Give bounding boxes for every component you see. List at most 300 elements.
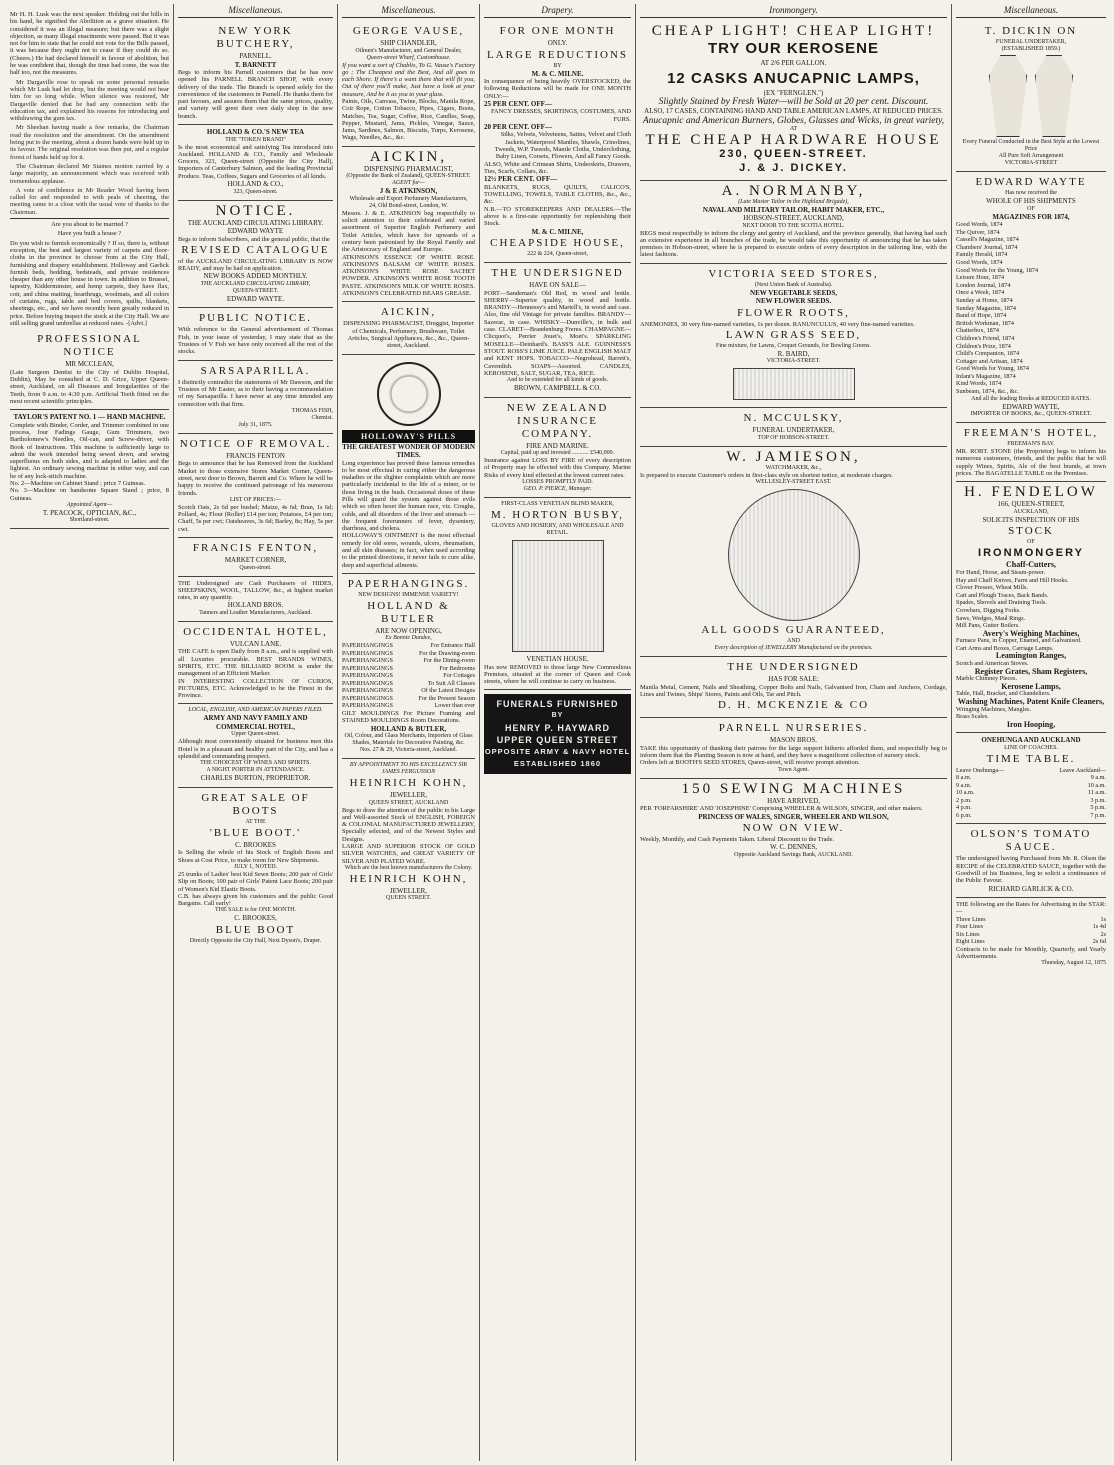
magazine-item: Good Words, 1874 [956,258,1003,266]
ironmongery-item: Table, Hall, Bracket, and Chandeliers. [956,690,1051,698]
ad-note: NEW BOOKS ADDED MONTHLY. [203,272,308,281]
ad-title: TAYLOR'S PATENT NO. 1 — HAND MACHINE. [13,413,166,422]
ironmongery-item: Clover Presses, Wheat Mills. [956,584,1028,592]
ad-title: NOTICE OF REMOVAL. [179,437,332,450]
funeral-line: UPPER QUEEN STREET [496,735,619,746]
ad-signature: D. H. MCKENZIE & CO [717,699,870,712]
paperhanging-row-cell: For Bedrooms [439,664,475,672]
ad-items: FANCY DRESSES, SKIRTINGS, COSTUMES, AND FURS. [490,108,631,123]
ad-text: IN INTERESTING COLLECTION OF CURIOS, PICTURES, ETC. Acknowledged to be the Finest in the Province. [178,677,333,700]
timetable-row-cell: 8 a.m. [956,774,972,782]
ad-address: Shortland-street. [69,517,110,524]
ad-agent-label: Appointed Agent— [66,501,113,508]
ad-title: H. FENDELOW [964,484,1098,501]
ad-address: QUEEN STREET, AUCKLAND [368,799,449,806]
ad-blue-boot [178,788,333,949]
ad-subtitle: THE AUCKLAND CIRCULATING LIBRARY. [187,218,324,227]
paperhanging-row-cell: For the Present Season [418,694,475,702]
rate-row [956,931,1106,939]
ad-date: July 31, 1875. [238,421,273,428]
ad-title: EDWARD WAYTE [975,176,1087,188]
ad-aickin-2 [342,302,475,354]
rate-row-cell: 1s 4d [1092,923,1106,931]
paperhanging-row [342,702,475,710]
ad-text: LARGE AND SUPERIOR STOCK OF GOLD SILVER WATCHES, and GREAT VARIETY OF SILVER AND PLATED WARE. [342,843,475,865]
magazine-item: Good Words, 1874 [956,221,1003,228]
column-header-2: Miscellaneous. [178,4,333,18]
ad-subtitle: Wholesale and Export Perfumery Manufacturers, [349,195,468,202]
ad-onehunga-coaches [956,733,1106,824]
ad-text: GILT MOULDINGS For Picture Framing and STAINED MOULDINGS Room Decorations. [342,709,475,725]
ironmongery-item: Hay and Chaff Knives, Farm and Hill Hooks. [956,576,1069,584]
ironmongery-item: Washing Machines, Patent Knife Cleaners, [957,697,1105,707]
ad-text: The undersigned having Purchased from Mr. R. Olson the RECIPE of the CELEBRATED SAUCE, together with the Goodwill of his Business, beg to solicit a continuance of the Public Favour. [956,855,1106,885]
column-2 [174,4,338,1461]
ad-shop: BLUE BOOT [215,923,296,936]
ad-text: of the AUCKLAND CIRCULATING LIBRARY IS NOW READY, and may be had on application. [178,257,333,273]
ad-text: All Pure Soft Arrangement [998,153,1064,159]
ad-paperhangings [342,574,475,759]
ad-subtitle: FREEMAN'S BAY. [1007,441,1055,448]
ad-title: FREEMAN'S HOTEL, [963,427,1099,440]
ad-text: BEGS most respectfully to inform the clergy and gentry of Auckland, and the province generally, that having had such an extensive experience in all branches of the trade, he would take this opportunity of announcing that he has taken premises in Hobson-street, where he is prepared to execute orders of every description in the tailoring line, with the latest fashions. [640,229,947,259]
timetable-row-cell: 10 a.m. [956,789,975,797]
ad-text: In consequence of being heavily OVERSTOCKED, the following Reductions will be made for ONE MONTH ONLY:— [484,78,631,100]
ironmongery-item: For Hand, Horse, and Steam-power. [956,568,1046,576]
ad-note: And to be extended for all kinds of goods. [506,377,609,384]
ad-banner: TRY OUR KEROSENE [707,40,880,57]
ad-text: Messrs. J. & E. ATKINSON beg respectfully to solicit attention to their celebrated and varied assortment of Superior English Perfumery and Toilet Articles, which have for upwards of a century been patronised by the Royal Family and the Aristocracy of England and Europe. [342,209,475,254]
ad-signature: HOLLAND BROS. [227,601,284,610]
ad-text: Begs to inform Subscribers, and the general public, that the [178,235,330,243]
ad-signature: W. C. DENNES, [770,843,817,852]
ad-subtitle: Oilmen's Manufacturer, and General Dealer, [355,47,462,54]
paperhanging-row-cell: PAPERHANGINGS [342,694,394,702]
paperhanging-row-cell: Lower than ever [434,702,475,710]
ad-address: Town Agent. [778,766,809,773]
timetable-row [956,774,1106,782]
ad-name: T. BARNETT [234,60,277,69]
ad-banner: HOLLOWAY'S PILLS [342,430,475,443]
ad-text: ALSO, White and Crimean Shirts, Underskirts, Drawers, Ties, Scarfs, Collars, &c. [484,160,631,175]
ad-grass: LAWN GRASS SEED, [725,328,862,341]
ad-text: Long experience has proved these famous remedies to be most effectual in curing either the dangerous maladies or the slighter complaints which are more particularly incidental to the life of a miner, or to those living in the bush. Occasional doses of these Pills will guard the system against those evils which so often beset the human race, viz. Coughs, colds, and all disorders of the liver and stomach — the frequent forerunners of fever, dysentery, diarrhoea, and cholera. [342,459,475,533]
ironmongery-item: Marble Chimney Pieces. [956,675,1018,683]
timetable-row-cell: 7 p.m. [1090,811,1106,819]
ad-title: PAPERHANGINGS. [347,577,470,590]
row-seed-sale [640,264,947,863]
ad-jamieson [640,447,947,657]
timetable-row-cell: 4 p.m. [956,804,972,812]
paperhanging-row [342,650,475,658]
paperhanging-row-cell: For the Dining-room [423,657,475,665]
ad-address: TOP OF HOBSON-STREET. [757,434,830,441]
ad-professional-notice [10,329,169,410]
ad-now: NOW ON VIEW. [742,822,845,835]
funeral-line: FUNERALS FURNISHED [496,699,619,710]
timetable-row [956,797,1106,805]
ironmongery-item: Iron Hooping, [1006,719,1056,729]
ad-address: IMPORTER OF BOOKS, &c., QUEEN-STREET. [970,411,1092,418]
holloway-emblem-icon [377,362,441,426]
funeral-line: ESTABLISHED 1860 [513,759,602,769]
ad-signature: HEINRICH KOHN, [349,872,468,885]
ad-address: 222 & 224, Queen-street, [527,251,588,258]
ad-text: Every Funeral Conducted in the Best Style at the Lowest Price [962,139,1100,152]
ad-subtitle: JEWELLER, [389,791,428,800]
ad-items: ATKINSON'S ESSENCE OF WHITE ROSE. ATKINSON'S BALSAM OF WHITE ROSES. ATKINSON'S WHITE ROSE SACHET POWDER. ATKINSON'S WHITE ROSE TOOTH PASTE. ATKINSON'S MILK OF WHITE ROSES. ATKINSON'S CELEBRATED BEARS GREASE. [342,253,475,298]
magazine-item: Child's Companion, 1874 [956,350,1020,358]
coffin-icon [989,55,1027,137]
ad-note: Ex Bonnie Dundee, [385,635,432,642]
ad-address: Queen-street Wharf, Customhouse. [366,54,451,61]
ad-brands: PRINCESS OF WALES, SINGER, WHEELER AND WILSON, [698,812,889,821]
ad-text: Begs to inform his Parnell customers that he has now opened his PARNELL BRANCH SHOP, with every delivery of the trade. The Branch is opened solely for the convenience of the customers in Parnell. He thanks them for past favours, and assures them that the same prices, quality, and variety will greet their own daily shop in the new branch. [178,69,333,120]
ad-text: (Late Surgeon Dentist to the City of Dublin Hospital, Dublin), May be consulted at C. D. Grice, Upper Queen-street, Auckland, on all Diseases and Irregularities of the Teeth, from 9 a.m. to 4:30 p.m. Artificial Teeth fitted on the most recent scientific principles. [10,368,169,405]
ad-text: Is Selling the whole of his Stock of English Boots and Shoes at Cost Price, to make room for New Shipments. [178,849,333,864]
ad-subtitle: FUNERAL UNDERTAKER, [995,39,1067,45]
paperhanging-row-cell: To Suit All Classes [427,679,475,687]
ad-mckenzie [640,657,947,718]
ad-headline: 'BLUE BOOT.' [209,826,302,839]
timetable-row [956,804,1106,812]
ad-subtitle: MARKET CORNER, [224,556,287,564]
ad-address: 166, QUEEN-STREET, [997,500,1065,509]
ad-agent: T. PEACOCK, OPTICIAN, &C., [42,508,137,517]
timetable-row [956,767,1106,775]
ad-signature: EDWARD WAYTE. [226,294,285,303]
ad-george-vause [342,21,475,147]
paperhanging-row-cell: PAPERHANGINGS [342,657,394,665]
ad-text: Manila Metal, Cement, Nails and Sheathing, Copper Bolts and Nails, Galvanised Iron, Chain and Anchors, Cordage, Lines and Twines, Ships' Stores, Paints and Oils, Tar and Pitch. [640,683,947,699]
ad-seeds: NEW VEGETABLE SEEDS, [750,288,837,297]
left-subcolumn [640,264,947,863]
ad-signature-title: JEWELLER, [389,886,428,895]
ad-name: C. BROOKES [235,840,276,849]
ad-address: Queen-street. [239,564,272,571]
ad-subtitle: (Late Master Tailor in the Highland Brigade), [738,198,849,205]
ad-title: HOLLAND & CO.'S NEW TEA [206,128,305,137]
paperhanging-row-cell: For Entrance Hall [430,642,475,650]
funeral-line: BY [551,712,564,720]
ad-heinrich-kohn [342,759,475,906]
ad-address: Upper Queen-street. [231,731,280,738]
column-header-6: Miscellaneous. [956,4,1106,18]
column-1 [6,4,174,1461]
ad-items: BLANKETS, RUGS, QUILTS, CALICO'S, TOWELLING, TOWELS, TABLE CLOTHS, &c., &c., &c. [484,183,631,206]
ad-normanby [640,181,947,264]
paperhanging-row-cell: PAPERHANGINGS [342,649,394,657]
ad-subtitle: FUNERAL UNDERTAKER, [752,426,835,435]
ad-title: W. JAMIESON, [726,448,861,465]
ad-address: QUEEN STREET. [386,895,431,902]
ironmongery-item: Kerosene Lamps, [1001,681,1061,691]
rate-row-cell: 2s 6d [1092,938,1106,946]
ad-headline: IRONMONGERY [978,547,1084,560]
ad-house: VENETIAN HOUSE. [526,655,589,663]
ad-italic: Slightly Stained by Fresh Water—will be Sold at 20 per cent. Discount. [658,97,929,107]
ad-subtitle: GLOVES AND HOSIERY, AND WHOLESALE AND RETAIL. [491,523,624,536]
ad-headline: LOCAL, ENGLISH, AND AMERICAN PAPERS FILED. [188,707,323,714]
ad-subtitle: WATCHMAKER, &c., [765,464,822,471]
ad-text: PORT—Sandeman's Old Red, in wood and bottle. SHERRY—Superior quality, in wood and bottle. BRANDY—Hennessy's and Martell's, in wood and case. Also, fine old Vintage for private families. BRANDY—Sazerac, in case. WHISKY—Dunville's, in bulk and case. CLARET—Brandenburg Freres. CHAMPAGNE—Clicquot's, Perrier Jouet's, Moet's. SPARKLING MOSELLE—Deinhard's. BASS'S ALE. GUINNESS'S STOUT. ROSS'S LIME JUICE. PALE ENGLISH MALT and KENT HOPS. TOBACCO—Negrohead, Barrett's, Cavendish. SOAPS—Assorted. CANDLES, KEROSENE, SALT, SUGAR, TEA, RICE. [484,289,631,377]
paperhanging-row [342,665,475,673]
issue-date: Thursday, August 12, 1875 [1041,960,1106,967]
ad-note: ARE NOW OPENING, [375,626,442,635]
ad-victoria-seed [640,264,947,409]
ad-address: (Opposite the Bank of Zealand), QUEEN-STREET. [346,173,471,180]
timetable-row-cell: 10 a.m. [1087,781,1106,789]
ad-address: VICTORIA-STREET [1004,160,1058,166]
ad-address: Nos. 27 & 29, Victoria-street, Auckland. [359,747,457,754]
magazine-item: Chambers' Journal, 1874 [956,243,1018,251]
paperhanging-row [342,687,475,695]
ad-signature: CHARLES BURTON, PROPRIETOR. [200,774,311,783]
funeral-line: OPPOSITE ARMY & NAVY HOTEL [484,747,631,757]
ad-city: AUCKLAND, [1013,508,1049,515]
ad-text: C.B. has always given his customers and the public Good Bargains. Call early! [178,892,333,908]
ad-signature: C. BROOKES, [234,914,277,923]
ad-text: Orders left at BOOTH'S SEED STORES, Queen-street, will receive prompt attention. [640,759,860,767]
column-5 [636,4,952,1461]
ad-advertising-rates [956,898,1106,971]
ad-subtitle: HAS FOR SALE: [768,675,819,684]
paperhanging-row-cell: PAPERHANGINGS [342,672,394,680]
column-6 [952,4,1110,1461]
ad-name: J & E ATKINSON, [379,187,438,196]
ad-stock: STOCK [1008,525,1054,538]
ad-discount: 12½ PER CENT. OFF— [484,175,558,184]
ad-text: Insurance against LOSS BY FIRE of every description of Property may be effected with this Company. Marine Risks of every kind effected at the lowest current rates. [484,457,631,479]
ad-note: Contracts to be made for Monthly, Quarterly, and Yearly Advertisements. [956,945,1106,960]
paperhanging-row [342,695,475,703]
ironmongery-item: Avery's Weighing Machines, [982,628,1080,638]
ironmongery-item: Brass Scales. [956,713,989,721]
ad-agent: AGENT for— [392,180,425,187]
ad-discount: 20 PER CENT. OFF— [484,122,552,131]
timetable-row [956,812,1106,820]
ad-text: A NIGHT PORTER IN ATTENDANCE. [206,767,305,774]
ad-text: TAKE this opportunity of thanking their patrons for the large support hitherto afforded them, and respectfully beg to inform them that the Planting Season is now at hand, and they have a magnificent collection of nursery stock. [640,744,947,760]
ad-title: AICKIN, [369,148,448,165]
timetable-row [956,789,1106,797]
ad-at: AT [789,125,798,132]
ad-address: Opposite Auckland Savings Bank, AUCKLAND. [734,851,853,858]
article-paragraph: Mr H. H. Lusk was the next speaker. Holding out the bills in his hand, he signified the Abolition as a grave situation. He considered it was an illegal measure; but there was a slight objection, as many illegal enactments were passed. But it was not for him to state that he could not vote for the Bills passed, it was because they ought not to cease if they could do so. (Cheers.) He had declared himself in favour of abolition, but he was confident that, though the time had come, the was the half too, not the measures. [10,11,169,77]
ad-by: BY [553,62,562,69]
ad-horton-busby [484,498,631,690]
ironmongery-item: Crowbars, Digging Forks. [956,606,1021,614]
ad-text: Although most conveniently situated for business men this Hotel is in a pleasant and healthy part of the City, and has a splendid and commanding prospect. [178,738,333,761]
column-4 [480,4,636,1461]
ad-established: (ESTABLISHED 1859.) [1001,46,1061,52]
ad-guarantee: ALL GOODS GUARANTEED, [701,624,886,637]
paperhanging-row-cell: PAPERHANGINGS [342,702,394,710]
paperhanging-row [342,657,475,665]
ad-text: THE Undersigned are Cash Purchasers of HIDES, SHEEPSKINS, WOOL, TALLOW, &c., at highest market rates, in any quantity. [178,579,333,602]
timetable-row-cell: 3 p.m. [1090,796,1106,804]
ad-italic: Every description of JEWELLERY Manufactured on the premises. [714,645,873,652]
ad-italic: Anucapnic and American Burners, Globes, Glasses and Wicks, in great variety, [642,115,945,126]
magazine-item: Family Herald, 1874 [956,251,1008,259]
ad-headline: LARGE REDUCTIONS [486,48,629,61]
rate-row [956,923,1106,931]
rate-row [956,938,1106,946]
ad-appointment: BY APPOINTMENT TO HIS EXCELLENCY SIR JAMES FERGUSSON [349,762,468,776]
ad-cheap-light [640,21,947,181]
ad-army-navy-hotel [178,704,333,787]
ad-list: Paints, Oils, Canvass, Twine, Blocks, Manila Rope, Coir Rope, Cotton Tobacco, Pipes, Cigars, Boots, Matches, Tea, Sugar, Coffee, Rice, Candles, Soap, Pepper, Mustard, Jams, Pickles, Vinegar, Sauce, Jams, Sardines, Salmon, Biscuits, Turps, Kerosene, Wags, Needles, &c., &c. [342,97,475,142]
magazine-item: Leisure Hour, 1874 [956,274,1005,282]
rate-row [956,916,1106,924]
ad-text: I distinctly contradict the statements of Mr Dawson, and the Trustees of Mr Easter, as to their having a recommendation of my Sarsaparilla. I have never at any time intended any connection with that firm. [178,378,333,408]
timetable-row-cell: 5 p.m. [1090,804,1106,812]
paperhanging-row [342,680,475,688]
magazine-item: Sunbeam, 1874, &c., &c. [956,388,1019,396]
ironmongery-item: Register Grates, Sham Registers, [974,666,1088,676]
ad-signature: GEO. P. PIERCE, Manager. [523,486,592,492]
ad-name: MASON BROS. [769,736,818,745]
timetable-row-cell: 9 a.m. [956,781,972,789]
ad-subtitle: SHIP CHANDLER, [380,39,437,47]
ad-subtitle: ONLY. [547,39,568,47]
magazine-item: Chatterbox, 1874 [956,327,999,335]
ad-subtitle: DISPENSING PHARMACIST, [364,164,453,173]
ironmongery-item: Scotch and American Stoves. [956,660,1029,668]
paperhanging-row-cell: PAPERHANGINGS [342,687,394,695]
question-line: Have you built a house ? [57,230,122,238]
magazine-item: Cottager and Artisan, 1874 [956,357,1023,365]
coffin-row [956,53,1106,139]
ad-prices: Scotch Oats, 2s 6d per bushel; Maize, 4s 6d; Bran, 1s 6d; Pollard, 4s; Flour (Roller) £14 per ton; Potatoes, £4 per ton; Chaff, 5s per cwt; Oatsheaves, 3s 6d; Barley, 8s; Hay, 5s per cwt. [178,503,333,533]
ad-nz-insurance [484,398,631,498]
ad-title: THE GREATEST WONDER OF MODERN TIMES. [342,442,475,460]
ad-seeds: NEW FLOWER SEEDS. [755,297,832,306]
ad-address: Directly Opposite the City Hall, Next Dyson's, Draper. [189,937,322,944]
magazine-item: Infant's Magazine, 1874 [956,372,1016,380]
ad-dickinson [956,21,1106,172]
timetable-row-cell: Leave Auckland— [1059,766,1106,774]
ad-text: Is prepared to execute Customer's orders in first-class style on shortest notice, at moderate charges. [640,471,894,479]
hearse-illustration-icon [733,368,855,400]
ad-address: Tanners and Leather Manufacturers, Auckland. [199,609,312,616]
magazine-item: Kind Words, 1874 [956,380,1002,388]
ad-text: ANEMONIES, 30 very fine-named varieties, 1s per dozen. RANUNCULUS, 40 very fine-named varieties. [640,320,915,328]
ad-price: AT 2/6 PER GALLON. [760,59,827,67]
funeral-line: HENRY P. HAYWARD [504,723,611,734]
ad-and: AND [787,638,800,645]
article-paragraph: Do you wish to furnish economically ? If so, there is, without exception, the best and largest variety of carpets and floor-cloths in the province to choose from at the City Hall, furnishing and drapery establishment. Holloway and Garlick furnish beds, bedding, bedsteads, and private residences cheaper than any other house in town. In addition to Brussel, tapestry, Kidderminster, and hemp carpets, they have flax, coir, and china matting, hearthrugs, woolmats, and all colors of curtains, rugs, table and bed covers, quilts, blankets, sheetings, etc., and we have recently been greatly reduced in price. Before buying inspect the stock at the City Hall. We are still selling grand umbrellas at reduced rates. -[Advt.] [10,239,169,327]
article-paragraph: The Chairman declared Mr Staines motion carried by a large majority, an announcement which was received with tremendous applause. [10,162,169,185]
ad-subtitle: HAVE ON SALE— [529,281,586,290]
ad-name: M. & C. MILNE. [531,69,584,78]
ad-occidental-hotel [178,622,333,705]
ad-text: With reference to the General advertisement of Thomas Fish, in your issue of yesterday, I may state that as the Trustees of V Fish we have only received all the rest of the stocks. [178,326,333,356]
article-paragraph: Mr Sheehan having made a few remarks, the Chairman read the resolution and the amendment. On the amendment being put to the meeting, about a dozen hands were held up in its favour. The original resolution was then put, and a regular forest of hands held up for it. [10,124,169,161]
watch-illustration-icon [728,489,860,621]
ad-francis-fenton [178,538,333,577]
ad-title: SARSAPARILLA. [200,364,311,377]
ad-holland-tea [178,125,333,200]
ad-capital: Capital, paid up and invested ........... £540,000. [500,450,615,457]
ad-sarsaparilla [178,361,333,434]
coach-timetable [956,767,1106,820]
paperhangings-list [342,642,475,710]
ad-subtitle: PARNELL. [239,52,272,60]
question-line: Are you about to be married ? [51,221,128,229]
ad-subtitle: SOLICITS INSPECTION OF HIS [982,515,1080,524]
ad-text: Weekly, Monthly, and Cash Payments Taken. Liberal Discount to the Trade. [640,836,835,844]
rate-row-cell: 2s [1100,930,1106,938]
ad-sewing-machines [640,779,947,863]
magazine-item: British Workman, 1874 [956,319,1014,327]
ad-signature: HOLLAND & CO., [227,180,284,189]
ad-also: ALSO, 17 CASES, CONTAINING HAND AND TABLE AMERICAN LAMPS, AT REDUCED PRICES. [644,107,943,115]
ad-funerals-furnished [484,694,631,774]
timetable-row-cell: 2 p.m. [956,796,972,804]
columns [6,4,1110,1461]
ad-text: Has now REMOVED to those large New Commodious Premises, situated at the corner of Queen and Cook streets, where he will continue to carry on business. [484,663,631,686]
ad-subtitle: Has now received the [1005,190,1057,196]
magazine-item: Sunday Magazine, 1874 [956,304,1016,312]
ad-subtitle: NEW DESIGNS! IMMENSE VARIETY! [358,591,459,598]
ad-subtitle: HAVE ARRIVED, [767,796,820,805]
ad-name: MR MCCLEAN, [65,360,114,369]
ad-address: QUEEN-STREET. [232,287,279,294]
ironmongery-item: Saws, Wedges, Maul Rings. [956,614,1026,622]
article-paragraph: Mr Dargaville rose to speak on some personal remarks which Mr Lusk had let drop, but the meeting would not hear him for so long while. When silence was restored, Mr Dargaville denied that he had any connection with the education tax, and explained his reasons for introducing and withdrawing the gum tax. [10,78,169,123]
ad-next: NEXT DOOR TO THE SCOTIA HOTEL. [742,222,845,229]
ad-title: 150 SEWING MACHINES [681,780,906,797]
ad-edward-wayte-magazines [956,172,1106,423]
ironmongery-item: Leamington Ranges, [995,651,1067,661]
ad-title: NEW YORK BUTCHERY, [216,25,295,50]
ad-of: OF [1027,205,1035,212]
ad-title: PROFESSIONAL NOTICE [37,333,142,359]
ad-brown-campbell [484,263,631,398]
ad-note: And all the leading Books at REDUCED RATES. [971,395,1091,402]
timetable-row-cell: Leave Onehunga— [956,766,1005,774]
ad-verse: If you want a sort of Chablis, To G. Vause's Factory go ; The Cheapest and the Best, And all goes to each Shore. If there's a want there that will fit you, Out of there you'll make, Just have a look at your measure, And be it as you to your glass. [342,61,475,98]
ad-house: THE CHEAP HARDWARE HOUSE [645,131,942,148]
coffin-icon [1035,55,1073,137]
ad-items: Silks, Velvets, Velveteens, Satins, Velvet and Cloth Jackets, Waterproof Mantles, Shawls, Crinolines, Tweeds, W.P. Tweeds, Mantle Cloths, Underclothing, Baby Linen, Corsets, Flowers, And all Fancy Goods. [494,131,631,161]
ad-headline: REVISED CATALOGUE [181,243,330,256]
ad-text: DISPENSING PHARMACIST, Druggist, Importer of Chemicals, Perfumery, Brushware, Toilet Articles, Surgical Appliances, &c., &c., Queen-street, Auckland. [343,320,474,350]
column-3 [338,4,480,1461]
ad-title: NOTICE. [215,202,296,219]
ad-notice-removal [178,434,333,538]
ad-signature: J. & J. DICKEY. [739,161,848,174]
ad-text: MR. ROBT. STONE (the Proprietor) begs to inform his numerous customers, friends, and the public that he will supply Wines, Spirits, Ale of the best brands, at town prices. The BAGATELLE TABLE on the Premises. [956,448,1106,478]
ad-name: HOLLAND & BUTLER [367,599,450,625]
divider [10,218,169,219]
ad-subtitle: FIRE AND MARINE. [526,441,589,450]
ironmongery-item: Chaff-Cutters, [1006,560,1056,570]
ad-banner: 12 CASKS ANUCAPNIC LAMPS, [667,69,920,87]
ad-title: THE UNDERSIGNED [727,661,860,674]
ad-holloways-pills [342,355,475,574]
column-header-3: Miscellaneous. [342,4,475,18]
ironmongery-item: Cart and Plough Traces, Back Bands. [956,591,1049,599]
magazine-list [956,221,1106,396]
column-header-4: Drapery. [484,4,631,18]
ad-title: NEW ZEALAND INSURANCE COMPANY. [506,401,609,440]
paperhanging-row-cell: PAPERHANGINGS [342,642,394,650]
ad-note: Which are the best known manufacturers the Colony. [344,864,473,871]
ad-subtitle: THE "TOKEN BRAND" [225,136,286,143]
ad-aickin-1 [342,147,475,303]
